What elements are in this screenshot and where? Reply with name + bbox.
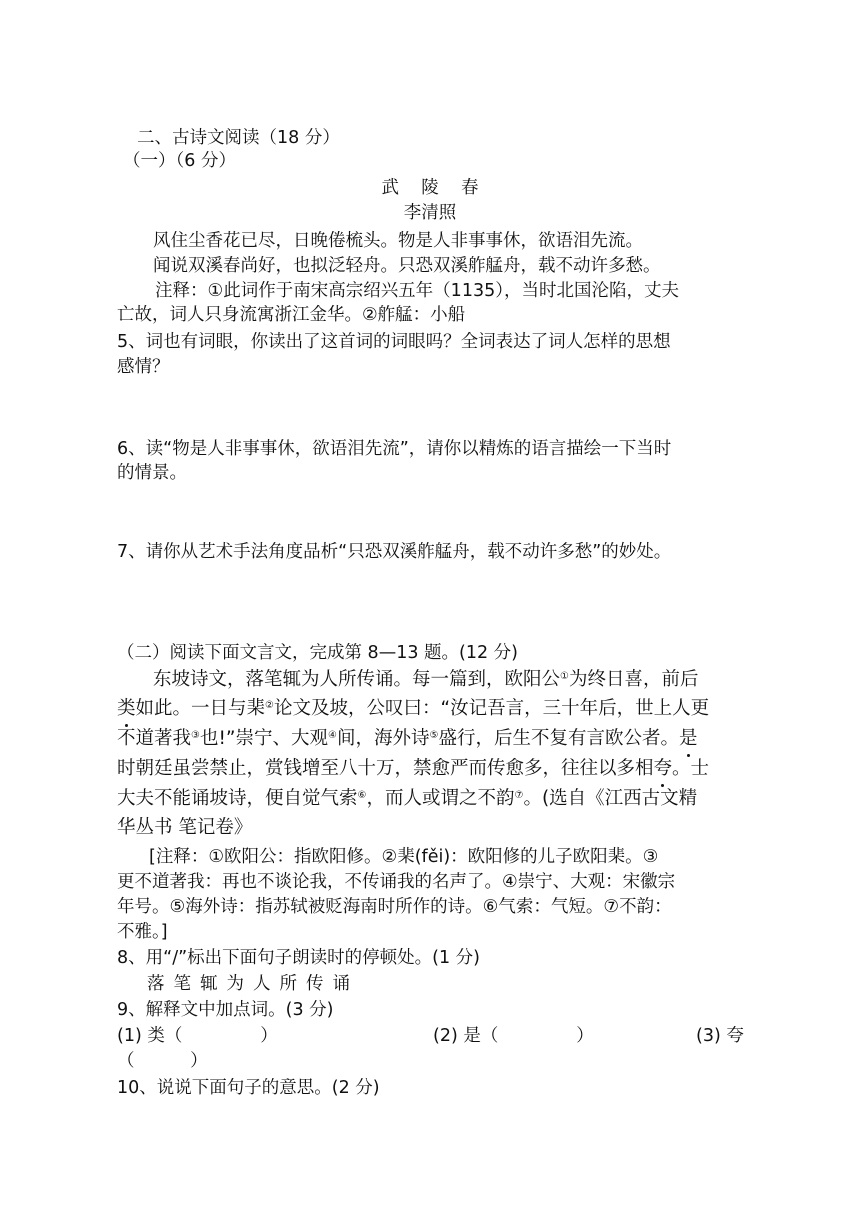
section-title: 二、古诗文阅读（18 分） (137, 128, 340, 148)
dotted-word-kua: 夸 (654, 756, 673, 782)
passage-line-6: 华丛书 笔记卷》 (117, 817, 253, 838)
part-one-header: （一）（6 分） (123, 151, 236, 171)
passage-note-line-3: 年号。⑤海外诗：指苏轼被贬海南时所作的诗。⑥气索：气短。⑦不韵： (117, 897, 672, 917)
question-5-line-1: 5、词也有词眼，你读出了这首词的词眼吗？全词表达了词人怎样的思想 (117, 332, 671, 352)
question-10: 10、说说下面句子的意思。(2 分) (117, 1078, 380, 1098)
question-9-blank-1: (1) 类（ ） (117, 1026, 278, 1046)
question-6-line-1: 6、读“物是人非事事休，欲语泪先流”，请你以精炼的语言描绘一下当时 (117, 439, 672, 459)
passage-text: 不道著我 (117, 728, 192, 749)
poem-note-line-1: 注释：①此词作于南宋高宗绍兴五年（1135），当时北国沦陷，丈夫 (155, 281, 679, 301)
dotted-word-shi: 是 (679, 726, 698, 752)
question-7: 7、请你从艺术手法角度品析“只恐双溪舴艋舟，载不动许多愁”的妙处。 (117, 542, 672, 562)
poem-line-2: 闻说双溪春尚好，也拟泛轻舟。只恐双溪舴艋舟，载不动许多愁。 (153, 256, 661, 276)
passage-text: 盛行，后生不复有言欧公者。 (438, 728, 679, 749)
passage-text: 也!”崇宁、大观 (199, 728, 328, 749)
passage-text: 间，海外诗 (336, 728, 430, 749)
footnote-mark-4: ④ (328, 730, 337, 741)
footnote-mark-1: ① (560, 671, 569, 682)
question-9: 9、解释文中加点词。(3 分) (117, 1000, 334, 1020)
question-8: 8、用“/”标出下面句子朗读时的停顿处。(1 分) (117, 948, 481, 968)
passage-line-1 (153, 667, 699, 693)
passage-text: 论文及坡，公叹曰：“汝记吾言，三十年后，世上人更 (274, 698, 710, 719)
footnote-mark-2: ② (265, 700, 274, 711)
poem-title: 武 陵 春 (381, 178, 479, 198)
passage-text: 。士 (672, 758, 710, 779)
part-two-header: （二）阅读下面文言文，完成第 8—13 题。(12 分) (117, 643, 519, 663)
question-9-blank-2: (2) 是（ ） (433, 1026, 594, 1046)
passage-line-4 (117, 756, 709, 782)
poem-line-1: 风住尘香花已尽，日晚倦梳头。物是人非事事休，欲语泪先流。 (153, 231, 643, 251)
passage-note-line-4: 不雅。] (117, 922, 168, 942)
passage-line-5 (117, 786, 697, 812)
footnote-mark-3: ③ (191, 730, 200, 741)
poem-author: 李清照 (403, 203, 457, 223)
dotted-word-lei: 类 (117, 696, 136, 722)
question-6-line-2: 的情景。 (117, 463, 187, 483)
passage-text: 东坡诗文，落笔辄为人所传诵。每一篇到，欧阳公 (153, 669, 561, 690)
passage-note-line-2: 更不道著我：再也不谈论我，不传诵我的名声了。④崇宁、大观：宋徽宗 (117, 872, 676, 892)
passage-text: 。(选自《江西古文精 (523, 788, 698, 809)
poem-note-line-2: 亡故，词人只身流寓浙江金华。②舴艋：小船 (117, 305, 466, 325)
footnote-mark-6: ⑥ (357, 790, 367, 801)
passage-text: ，而人或谓之不韵 (366, 788, 515, 809)
passage-text: 时朝廷虽尝禁止，赏钱增至八十万，禁愈严而传愈多，往往以多相 (117, 758, 654, 779)
passage-line-3 (117, 726, 697, 752)
passage-text: 大夫不能诵坡诗，便自觉气索 (117, 788, 358, 809)
footnote-mark-5: ⑤ (429, 730, 439, 741)
question-9-blank-3: (3) 夸 (696, 1026, 744, 1046)
footnote-mark-7: ⑦ (514, 790, 524, 801)
question-8-sentence: 落笔辄为人所传诵 (147, 974, 359, 994)
passage-text: 为终日喜，前后 (568, 669, 699, 690)
passage-note-line-1: [注释：①欧阳公：指欧阳修。②棐(fěi)：欧阳修的儿子欧阳棐。③ (149, 847, 659, 867)
question-5-line-2: 感情？ (117, 357, 170, 377)
passage-text: 如此。一日与棐 (135, 698, 266, 719)
question-9-blank-3-answer: （ ） (117, 1051, 208, 1071)
passage-line-2 (117, 696, 709, 722)
